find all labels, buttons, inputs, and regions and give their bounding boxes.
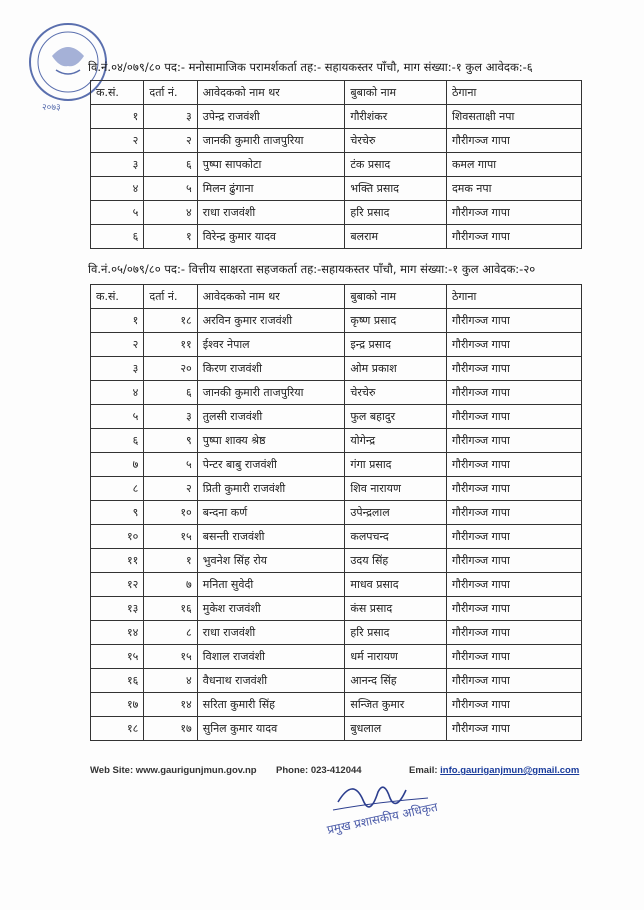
table-row [91, 669, 582, 693]
cell-registration: ५ [144, 177, 197, 201]
cell-registration: १ [144, 225, 197, 249]
cell-serial: १ [91, 309, 144, 333]
cell-applicant-name: मुकेश राजवंशी [197, 597, 345, 621]
svg-text:२०७३: २०७३ [42, 103, 61, 113]
cell-serial: १२ [91, 573, 144, 597]
cell-registration: १७ [144, 717, 197, 741]
table-row [91, 429, 582, 453]
cell-applicant-name: ईश्वर नेपाल [197, 333, 345, 357]
cell-registration: ३ [144, 405, 197, 429]
col-address: ठेगाना [446, 285, 581, 309]
cell-address: गौरीगञ्ज गापा [446, 477, 581, 501]
cell-serial: ६ [91, 429, 144, 453]
cell-father-name: धर्म नारायण [345, 645, 447, 669]
table-row [91, 717, 582, 741]
cell-father-name: बुधलाल [345, 717, 447, 741]
cell-address: गौरीगञ्ज गापा [446, 717, 581, 741]
cell-registration: ६ [144, 153, 197, 177]
cell-registration: १५ [144, 645, 197, 669]
cell-applicant-name: पुष्पा सापकोटा [197, 153, 345, 177]
cell-registration: २ [144, 129, 197, 153]
table-row [91, 405, 582, 429]
cell-serial: १ [91, 105, 144, 129]
cell-registration: ११ [144, 333, 197, 357]
svg-text:प्रमुख प्रशासकीय अधिकृत: प्रमुख प्रशासकीय अधिकृत [325, 799, 439, 837]
cell-registration: ८ [144, 621, 197, 645]
cell-father-name: हरि प्रसाद [345, 621, 447, 645]
cell-address: गौरीगञ्ज गापा [446, 669, 581, 693]
email-link[interactable]: info.gauriganjmun@gmail.com [440, 765, 580, 776]
table-row [91, 105, 582, 129]
col-applicant-name: आवेदकको नाम थर [197, 81, 345, 105]
table-row [91, 357, 582, 381]
cell-applicant-name: पेन्टर बाबु राजवंशी [197, 453, 345, 477]
cell-serial: २ [91, 333, 144, 357]
cell-applicant-name: मनिता सुवेदी [197, 573, 345, 597]
cell-applicant-name: पुष्पा शाक्य श्रेष्ठ [197, 429, 345, 453]
cell-address: गौरीगञ्ज गापा [446, 201, 581, 225]
table-row [91, 621, 582, 645]
cell-registration: ९ [144, 429, 197, 453]
cell-serial: ११ [91, 549, 144, 573]
cell-applicant-name: जानकी कुमारी ताजपुरिया [197, 381, 345, 405]
cell-address: गौरीगञ्ज गापा [446, 129, 581, 153]
table-row [91, 153, 582, 177]
col-address: ठेगाना [446, 81, 581, 105]
col-applicant-name: आवेदकको नाम थर [197, 285, 345, 309]
cell-father-name: चेरचेरु [345, 381, 447, 405]
cell-father-name: गंगा प्रसाद [345, 453, 447, 477]
table-header-row [91, 81, 582, 105]
applicant-table-1 [90, 80, 582, 249]
cell-serial: २ [91, 129, 144, 153]
col-registration: दर्ता नं. [144, 285, 197, 309]
col-serial: क.सं. [91, 81, 144, 105]
cell-registration: ४ [144, 201, 197, 225]
cell-father-name: योगेन्द्र [345, 429, 447, 453]
cell-serial: ४ [91, 381, 144, 405]
table-row [91, 381, 582, 405]
table-row [91, 333, 582, 357]
col-father-name: बुबाको नाम [345, 81, 447, 105]
cell-registration: २ [144, 477, 197, 501]
cell-father-name: उपेन्द्रलाल [345, 501, 447, 525]
section-heading-1: वि.नं.०४/०७९/८० पद:- मनोसामाजिक परामर्शकर्ता तह:- सहायकस्तर पाँचौ, माग संख्या:-१ कुल आवेदक:-६ [88, 60, 533, 74]
cell-address: गौरीगञ्ज गापा [446, 225, 581, 249]
cell-address: गौरीगञ्ज गापा [446, 501, 581, 525]
cell-address: गौरीगञ्ज गापा [446, 573, 581, 597]
cell-registration: ७ [144, 573, 197, 597]
cell-address: गौरीगञ्ज गापा [446, 597, 581, 621]
cell-applicant-name: तुलसी राजवंशी [197, 405, 345, 429]
table-header-row [91, 285, 582, 309]
cell-applicant-name: सुनिल कुमार यादव [197, 717, 345, 741]
cell-applicant-name: वैधनाथ राजवंशी [197, 669, 345, 693]
cell-address: दमक नपा [446, 177, 581, 201]
cell-applicant-name: मिलन ढुंगाना [197, 177, 345, 201]
cell-address: गौरीगञ्ज गापा [446, 453, 581, 477]
table-row [91, 693, 582, 717]
cell-applicant-name: भुवनेश सिंह रोय [197, 549, 345, 573]
cell-address: शिवसताक्षी नपा [446, 105, 581, 129]
cell-applicant-name: अरविन कुमार राजवंशी [197, 309, 345, 333]
cell-registration: १८ [144, 309, 197, 333]
table-row [91, 525, 582, 549]
table-row [91, 453, 582, 477]
cell-address: गौरीगञ्ज गापा [446, 693, 581, 717]
cell-address: गौरीगञ्ज गापा [446, 645, 581, 669]
cell-father-name: शिव नारायण [345, 477, 447, 501]
cell-father-name: चेरचेरु [345, 129, 447, 153]
cell-father-name: फुल बहादुर [345, 405, 447, 429]
cell-father-name: कलपचन्द [345, 525, 447, 549]
table-row [91, 597, 582, 621]
cell-father-name: ओम प्रकाश [345, 357, 447, 381]
cell-serial: ७ [91, 453, 144, 477]
cell-father-name: इन्द्र प्रसाद [345, 333, 447, 357]
cell-serial: ३ [91, 153, 144, 177]
cell-applicant-name: किरण राजवंशी [197, 357, 345, 381]
section-heading-2: वि.नं.०५/०७९/८० पद:- वित्तीय साक्षरता सहजकर्ता तह:-सहायकस्तर पाँचौ, माग संख्या:-१ कुल आवेदक:-२० [88, 262, 536, 276]
cell-applicant-name: विशाल राजवंशी [197, 645, 345, 669]
cell-applicant-name: विरेन्द्र कुमार यादव [197, 225, 345, 249]
table-row [91, 477, 582, 501]
cell-serial: १६ [91, 669, 144, 693]
cell-applicant-name: उपेन्द्र राजवंशी [197, 105, 345, 129]
cell-father-name: माधव प्रसाद [345, 573, 447, 597]
cell-serial: १७ [91, 693, 144, 717]
cell-address: गौरीगञ्ज गापा [446, 381, 581, 405]
cell-applicant-name: सरिता कुमारी सिंह [197, 693, 345, 717]
cell-serial: ५ [91, 201, 144, 225]
cell-serial: ८ [91, 477, 144, 501]
cell-registration: ६ [144, 381, 197, 405]
cell-serial: १३ [91, 597, 144, 621]
cell-father-name: आनन्द सिंह [345, 669, 447, 693]
cell-applicant-name: बन्दना कर्ण [197, 501, 345, 525]
cell-father-name: सन्जित कुमार [345, 693, 447, 717]
cell-father-name: हरि प्रसाद [345, 201, 447, 225]
cell-address: गौरीगञ्ज गापा [446, 429, 581, 453]
cell-registration: १ [144, 549, 197, 573]
footer-website [90, 765, 257, 776]
cell-registration: ४ [144, 669, 197, 693]
cell-address: गौरीगञ्ज गापा [446, 525, 581, 549]
cell-applicant-name: बसन्ती राजवंशी [197, 525, 345, 549]
cell-registration: २० [144, 357, 197, 381]
cell-father-name: उदय सिंह [345, 549, 447, 573]
website-link[interactable]: www.gaurigunjmun.gov.np [135, 765, 257, 776]
cell-registration: १० [144, 501, 197, 525]
cell-registration: १४ [144, 693, 197, 717]
col-registration: दर्ता नं. [144, 81, 197, 105]
cell-serial: १८ [91, 717, 144, 741]
table-row [91, 309, 582, 333]
cell-father-name: कृष्ण प्रसाद [345, 309, 447, 333]
cell-serial: ६ [91, 225, 144, 249]
cell-registration: ५ [144, 453, 197, 477]
table-row [91, 129, 582, 153]
cell-applicant-name: प्रिती कुमारी राजवंशी [197, 477, 345, 501]
cell-serial: १४ [91, 621, 144, 645]
table-row [91, 177, 582, 201]
table-row [91, 573, 582, 597]
cell-father-name: भक्ति प्रसाद [345, 177, 447, 201]
table-row [91, 645, 582, 669]
cell-address: गौरीगञ्ज गापा [446, 621, 581, 645]
cell-address: गौरीगञ्ज गापा [446, 333, 581, 357]
table-row [91, 501, 582, 525]
cell-father-name: टंक प्रसाद [345, 153, 447, 177]
cell-applicant-name: राधा राजवंशी [197, 621, 345, 645]
cell-father-name: कंस प्रसाद [345, 597, 447, 621]
table-row [91, 225, 582, 249]
col-father-name: बुबाको नाम [345, 285, 447, 309]
col-serial: क.सं. [91, 285, 144, 309]
signature-and-stamp [318, 772, 488, 842]
table-row [91, 549, 582, 573]
website-label: Web Site: [90, 765, 134, 776]
cell-address: गौरीगञ्ज गापा [446, 309, 581, 333]
cell-address: गौरीगञ्ज गापा [446, 405, 581, 429]
cell-father-name: गौरीशंकर [345, 105, 447, 129]
phone-value: 023-412044 [310, 765, 362, 776]
phone-label: Phone: [276, 765, 309, 776]
table-row [91, 201, 582, 225]
cell-serial: ९ [91, 501, 144, 525]
cell-address: गौरीगञ्ज गापा [446, 357, 581, 381]
cell-serial: १५ [91, 645, 144, 669]
cell-address: कमल गापा [446, 153, 581, 177]
applicant-table-2 [90, 284, 582, 741]
email-label: Email: [409, 765, 438, 776]
cell-father-name: बलराम [345, 225, 447, 249]
cell-registration: १६ [144, 597, 197, 621]
cell-serial: ५ [91, 405, 144, 429]
cell-applicant-name: जानकी कुमारी ताजपुरिया [197, 129, 345, 153]
cell-address: गौरीगञ्ज गापा [446, 549, 581, 573]
cell-serial: १० [91, 525, 144, 549]
cell-registration: ३ [144, 105, 197, 129]
cell-registration: १५ [144, 525, 197, 549]
cell-serial: ४ [91, 177, 144, 201]
cell-serial: ३ [91, 357, 144, 381]
cell-applicant-name: राधा राजवंशी [197, 201, 345, 225]
